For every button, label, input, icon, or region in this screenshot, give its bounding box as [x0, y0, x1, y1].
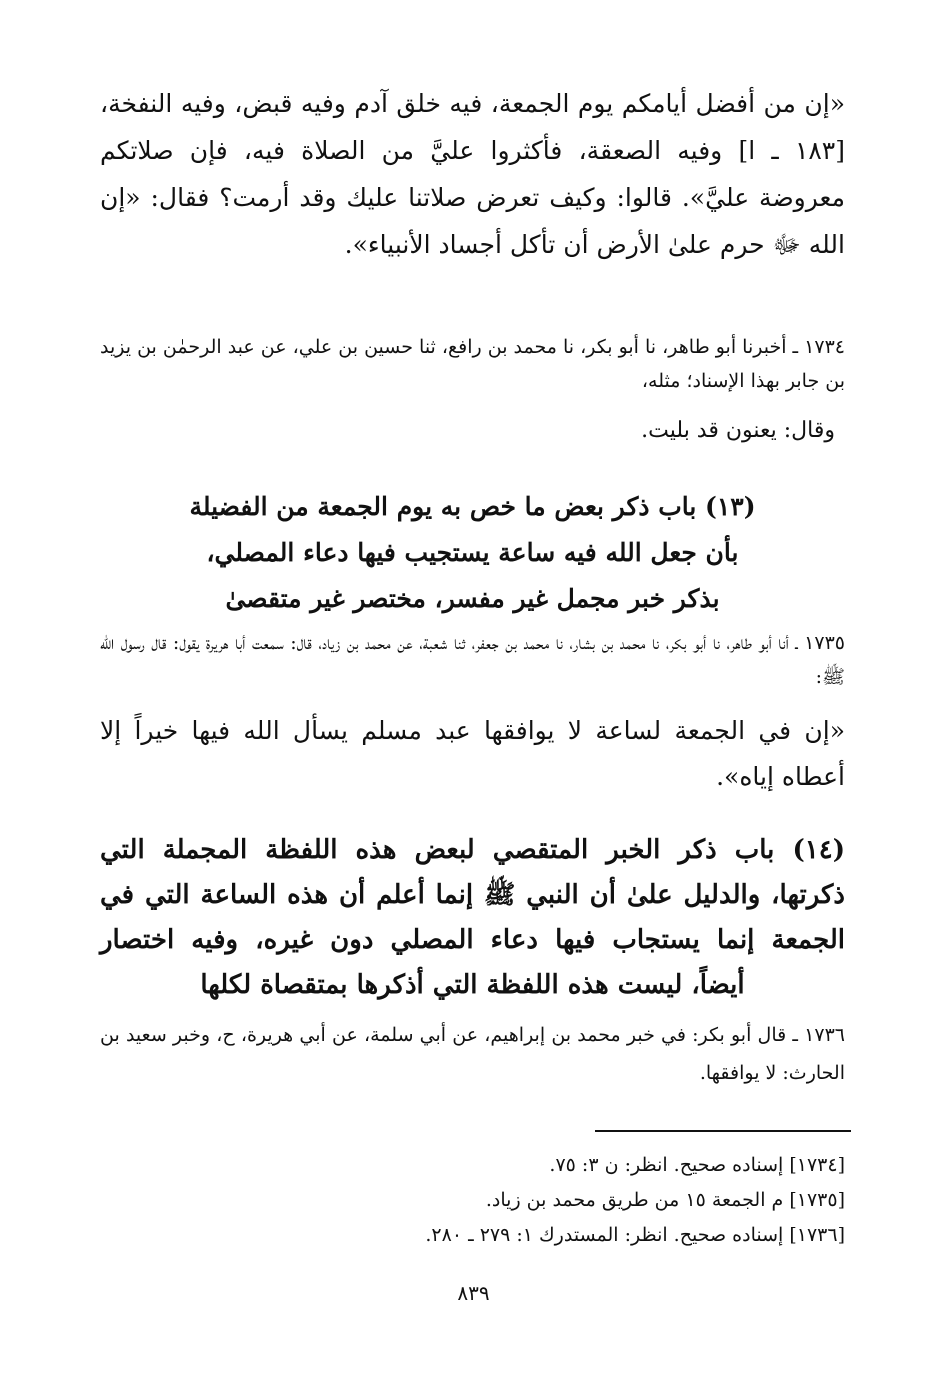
footnote-1736: [١٧٣٦] إسناده صحيح. انظر: المستدرك ١: ٢٧٩ ـ ٢٨٠. — [425, 1224, 845, 1246]
chapter-14-heading — [100, 828, 845, 1008]
page-number: ٨٣٩ — [457, 1281, 490, 1305]
isnad-1734: ١٧٣٤ ـ أخبرنا أبو طاهر، نا أبو بكر، نا محمد بن رافع، ثنا حسين بن علي، عن عبد الرحمٰن بن يزيد بن جابر بهذا الإسناد؛ مثله، — [100, 336, 845, 392]
chapter-13-heading — [100, 484, 845, 622]
chapter-14-line-3: الجمعة إنما يستجاب فيها دعاء المصلي دون غيره، وفيه اختصار — [100, 925, 845, 955]
hadith-1733-text: «إن من أفضل أيامكم يوم الجمعة، فيه خلق آدم وفيه قبض، وفيه النفخة، [١٨٣ ـ ا] وفيه الصعقة، فأكثروا عليَّ من الصلاة فيه، فإن صلاتكم معروضة عليَّ». قالوا: وكيف تعرض صلاتنا عليك وقد أرمت؟ فقال: «إن الله ﷻ حرم علىٰ الأرض أن تأكل أجساد الأنبياء». — [100, 89, 845, 259]
isnad-1735: ١٧٣٥ ـ أنا أبو طاهر، نا أبو بكر، نا محمد بن بشار، نا محمد بن جعفر، ثنا شعبة، عن محمد بن زياد، قال: سمعت أبا هريرة يقول: قال رسول الله ﷺ: — [100, 632, 845, 688]
hadith-1735-text: «إن في الجمعة لساعة لا يوافقها عبد مسلم يسأل الله فيها خيراً إلا أعطاه إياه». — [100, 716, 845, 791]
footnote-1735: [١٧٣٥] م الجمعة ١٥ من طريق محمد بن زياد. — [485, 1189, 845, 1211]
chapter-14-line-2: ذكرتها، والدليل علىٰ أن النبي ﷺ إنما أعلم أن هذه الساعة التي في — [100, 880, 845, 910]
chapter-14-line-1: (١٤) باب ذكر الخبر المتقصي لبعض هذه اللفظة المجملة التي — [100, 835, 845, 865]
note-1734: وقال: يعنون قد بليت. — [641, 418, 835, 443]
chapter-13-line-1: (١٣) باب ذكر بعض ما خص به يوم الجمعة من الفضيلة — [189, 492, 756, 521]
isnad-1736: ١٧٣٦ ـ قال أبو بكر: في خبر محمد بن إبراهيم، عن أبي سلمة، عن أبي هريرة، ح، وخبر سعيد بن الحارث: لا يوافقها. — [100, 1024, 845, 1084]
chapter-14-line-4: أيضاً، ليست هذه اللفظة التي أذكرها بمتقصاة لكلها — [200, 970, 745, 1000]
footnotes — [100, 1148, 845, 1253]
footnote-1734: [١٧٣٤] إسناده صحيح. انظر: ن ٣: ٧٥. — [549, 1154, 845, 1176]
chapter-13-line-2: بأن جعل الله فيه ساعة يستجيب فيها دعاء المصلي، — [206, 538, 739, 567]
footnote-separator — [595, 1130, 851, 1132]
chapter-13-line-3: بذكر خبر مجمل غير مفسر، مختصر غير متقصىٰ — [225, 584, 720, 613]
